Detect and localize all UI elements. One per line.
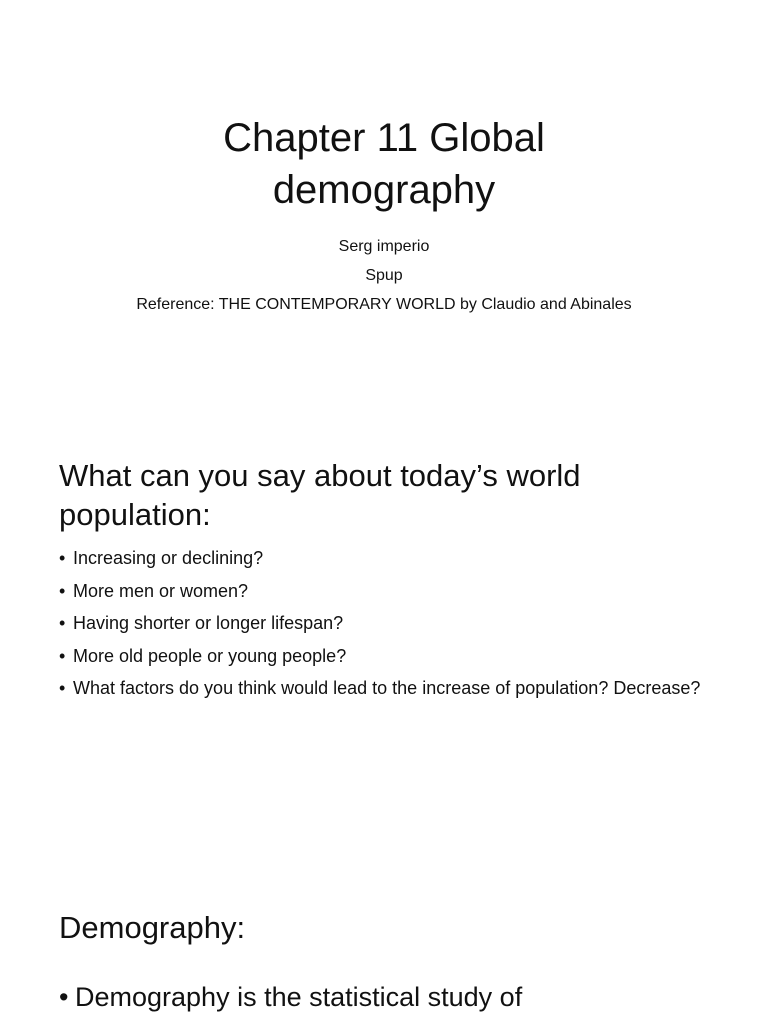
demography-slide [0,864,768,1024]
slide-title [0,112,768,216]
reference-text: Reference: THE CONTEMPORARY WORLD by Claudio and Abinales [136,296,632,313]
list-item-text: Demography is the statistical study of [75,982,523,1012]
list-item [59,644,719,668]
list-item [59,546,719,570]
bullet-icon: • [59,678,66,698]
list-item [59,611,719,635]
demography-heading: Demography: [59,910,246,945]
slide-title-line-2: demography [272,168,496,212]
list-item [59,676,719,700]
demography-list [59,980,719,1014]
questions-heading [59,456,719,534]
bullet-icon: • [59,548,66,568]
author-name: Serg imperio [338,238,430,255]
list-item-text: Increasing or declining? [73,548,264,568]
institution-name: Spup [365,267,403,284]
bullet-icon: • [59,645,66,666]
questions-heading-line-2: population: [59,497,211,532]
bullet-icon: • [59,613,66,633]
list-item-text: More old people or young people? [73,645,347,666]
bullet-icon: • [59,982,69,1012]
list-item-text: What factors do you think would lead to the increase of population? Decrease? [73,678,701,698]
questions-heading-line-1: What can you say about today’s world [59,458,581,493]
slide-title-line-1: Chapter 11 Global [223,116,545,160]
slide-subtitle [0,232,768,319]
questions-list [59,546,719,709]
bullet-icon: • [59,580,66,601]
list-item-text: More men or women? [73,580,249,601]
list-item [59,579,719,603]
title-slide [0,0,768,400]
questions-slide [0,432,768,832]
list-item [59,980,719,1014]
list-item-text: Having shorter or longer lifespan? [73,613,344,633]
